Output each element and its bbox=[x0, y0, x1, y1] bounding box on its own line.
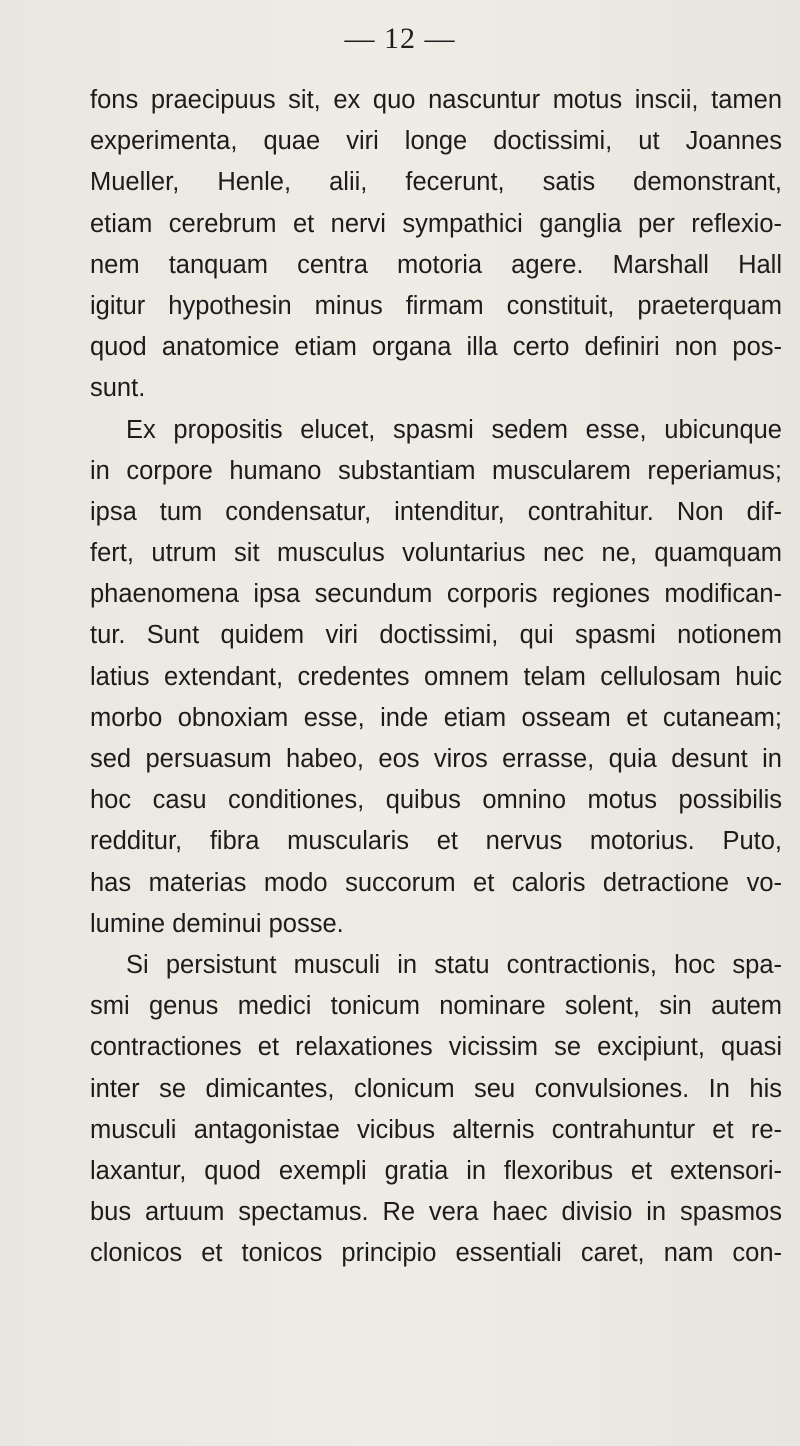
text-line: inter se dimicantes, clonicum seu convulsiones. In his bbox=[90, 1074, 782, 1103]
text-line: laxantur, quod exempli gratia in flexoribus et extensori- bbox=[90, 1156, 782, 1185]
text-line: has materias modo succorum et caloris detractione vo- bbox=[90, 868, 782, 897]
text-line: contractiones et relaxationes vicissim se excipiunt, quasi bbox=[90, 1033, 782, 1062]
page-number: — 12 — bbox=[344, 22, 456, 55]
text-line: phaenomena ipsa secundum corporis regiones modifican- bbox=[90, 580, 782, 609]
text-line: quod anatomice etiam organa illa certo definiri non pos- bbox=[90, 333, 782, 362]
text-line: redditur, fibra muscularis et nervus motorius. Puto, bbox=[90, 827, 782, 856]
text-line: igitur hypothesin minus firmam constituit, praeterquam bbox=[90, 291, 782, 320]
text-line: Si persistunt musculi in statu contractionis, hoc spa- bbox=[126, 950, 782, 979]
text-line: Mueller, Henle, alii, fecerunt, satis demonstrant, bbox=[90, 168, 782, 197]
text-line: sunt. bbox=[90, 374, 146, 403]
text-line: tur. Sunt quidem viri doctissimi, qui spasmi notionem bbox=[90, 621, 782, 650]
text-line: lumine deminui posse. bbox=[90, 909, 344, 938]
text-line: fert, utrum sit musculus voluntarius nec ne, quamquam bbox=[90, 539, 782, 568]
text-line: musculi antagonistae vicibus alternis contrahuntur et re- bbox=[90, 1115, 782, 1144]
text-line: fons praecipuus sit, ex quo nascuntur motus inscii, tamen bbox=[90, 86, 782, 114]
text-line: ipsa tum condensatur, intenditur, contrahitur. Non dif- bbox=[90, 497, 782, 526]
text-line: Ex propositis elucet, spasmi sedem esse, ubicunque bbox=[126, 415, 782, 444]
text-line: nem tanquam centra motoria agere. Marshall Hall bbox=[90, 250, 782, 279]
text-line: experimenta, quae viri longe doctissimi, ut Joannes bbox=[90, 127, 782, 156]
text-line: hoc casu conditiones, quibus omnino motus possibilis bbox=[90, 786, 782, 815]
body-text bbox=[90, 80, 782, 1274]
text-line: clonicos et tonicos principio essentiali caret, nam con- bbox=[90, 1239, 782, 1268]
text-line: latius extendant, credentes omnem telam cellulosam huic bbox=[90, 662, 782, 691]
text-line: sed persuasum habeo, eos viros errasse, quia desunt in bbox=[90, 745, 782, 773]
text-line: morbo obnoxiam esse, inde etiam osseam et cutaneam; bbox=[90, 703, 782, 732]
text-line: bus artuum spectamus. Re vera haec divisio in spasmos bbox=[90, 1198, 782, 1227]
text-line: etiam cerebrum et nervi sympathici ganglia per reflexio- bbox=[90, 209, 782, 238]
text-line: in corpore humano substantiam muscularem reperiamus; bbox=[90, 456, 782, 485]
text-line: smi genus medici tonicum nominare solent, sin autem bbox=[90, 992, 782, 1021]
